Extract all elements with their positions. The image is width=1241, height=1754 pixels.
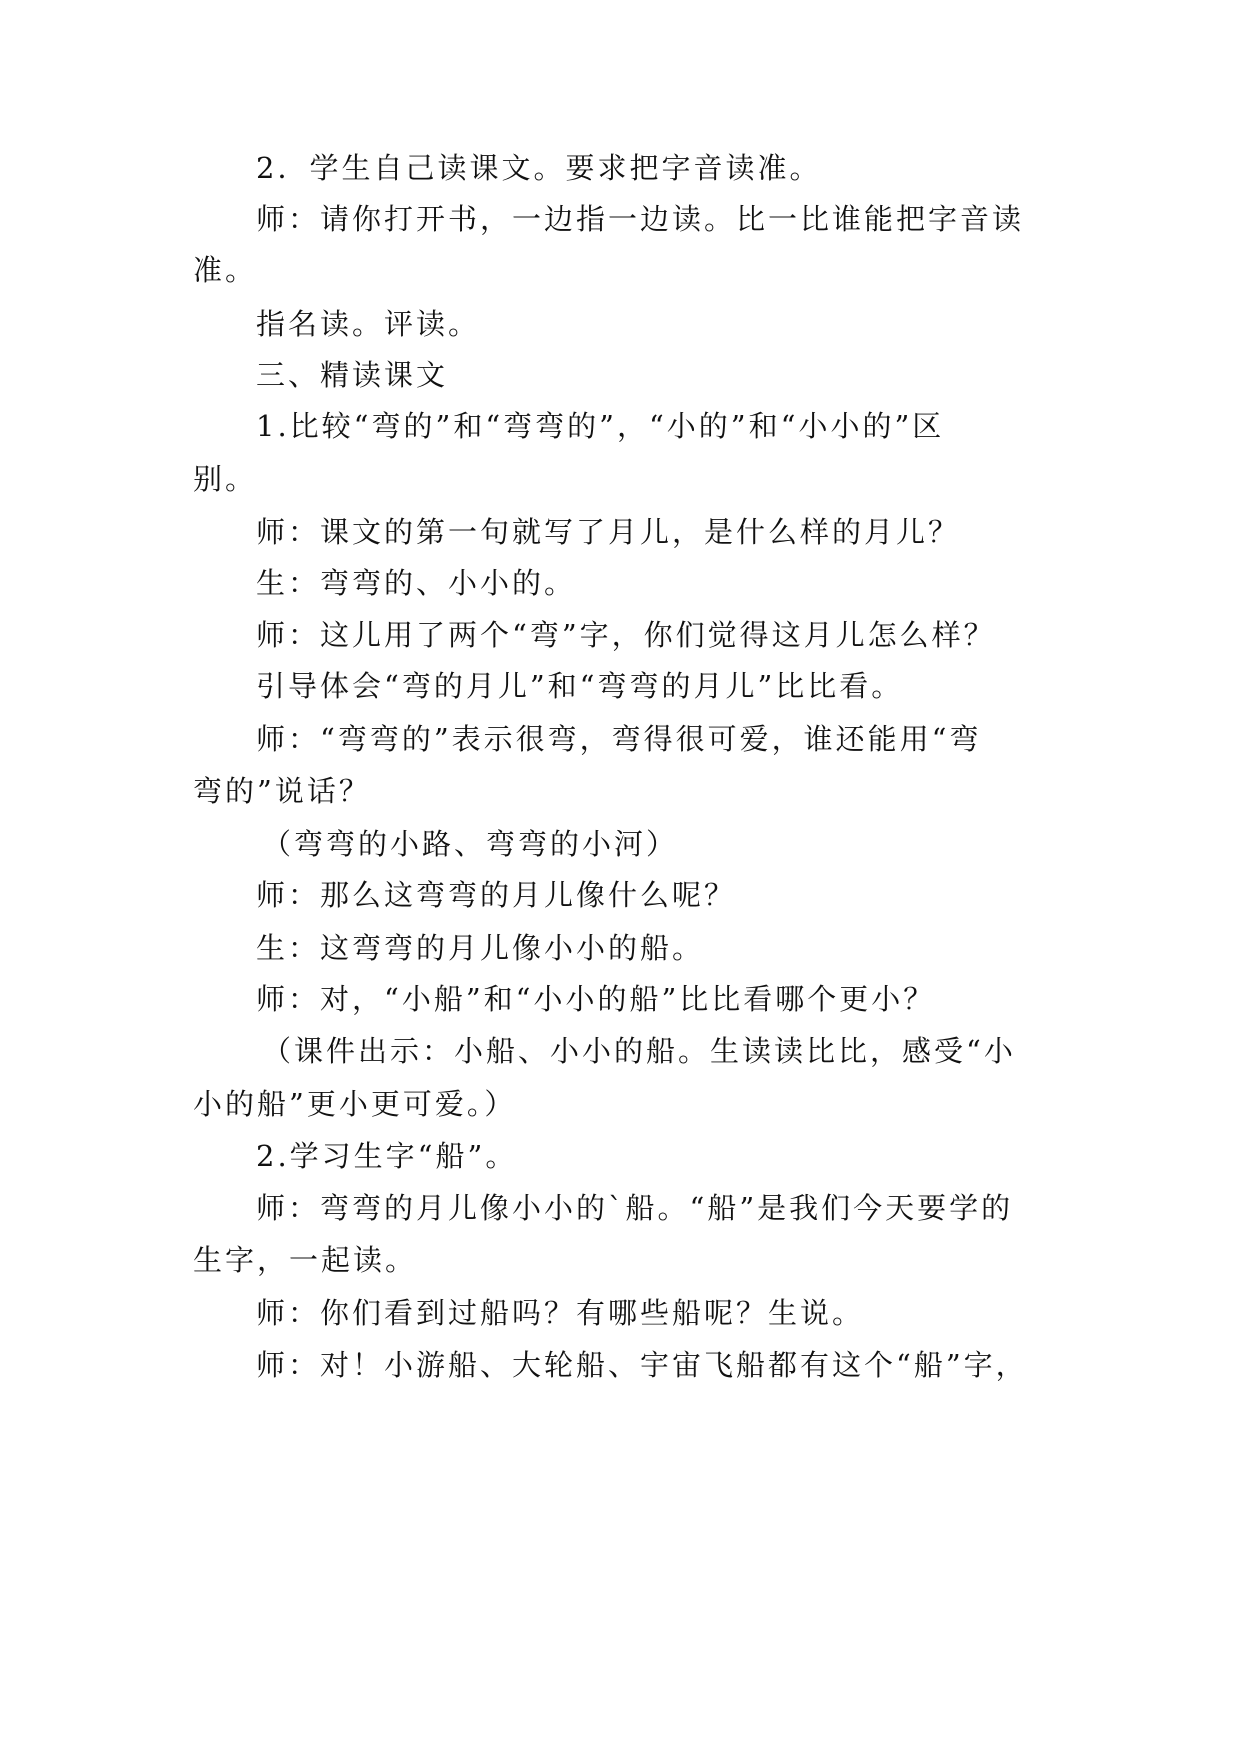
paragraph-line: 师：请你打开书，一边指一边读。比一比谁能把字音读 [256, 202, 1025, 236]
paragraph-line: 师：“弯弯的”表示很弯，弯得很可爱，谁还能用“弯 [256, 722, 982, 756]
paragraph-line: 生：弯弯的、小小的。 [256, 566, 577, 600]
paragraph-line: 小的船”更小更可爱。） [193, 1087, 517, 1121]
paragraph-line: 师：你们看到过船吗？有哪些船呢？生说。 [256, 1296, 865, 1330]
paragraph-line: 指名读。评读。 [256, 307, 481, 341]
paragraph-line: （课件出示：小船、小小的船。生读读比比，感受“小 [262, 1034, 1016, 1068]
paragraph-line: （弯弯的小路、弯弯的小河） [262, 827, 679, 861]
paragraph-line: 师：弯弯的月儿像小小的`船。“船”是我们今天要学的 [256, 1191, 1014, 1225]
paragraph-line: 师：对！小游船、大轮船、宇宙飞船都有这个“船”字， [256, 1348, 1028, 1382]
paragraph-line: 2.学习生字“船”。 [256, 1139, 518, 1173]
paragraph-line: 师：那么这弯弯的月儿像什么呢？ [256, 878, 737, 912]
paragraph-line: 师：课文的第一句就写了月儿，是什么样的月儿？ [256, 515, 961, 549]
paragraph-line: 师：对，“小船”和“小小的船”比比看哪个更小？ [256, 982, 936, 1016]
paragraph-line: 别。 [193, 462, 258, 496]
paragraph-line: 弯的”说话？ [193, 774, 371, 808]
section-heading: 三、精读课文 [256, 358, 449, 392]
paragraph-line: 生：这弯弯的月儿像小小的船。 [256, 931, 705, 965]
paragraph-line: 生字，一起读。 [193, 1243, 418, 1277]
paragraph-line: 准。 [193, 253, 258, 287]
paragraph-line: 引导体会“弯的月儿”和“弯弯的月儿”比比看。 [256, 669, 904, 703]
paragraph-line: 师：这儿用了两个“弯”字，你们觉得这月儿怎么样？ [256, 618, 996, 652]
paragraph-line: 2．学生自己读课文。要求把字音读准。 [256, 151, 822, 185]
paragraph-line: 1.比较“弯的”和“弯弯的”，“小的”和“小小的”区 [256, 409, 945, 443]
